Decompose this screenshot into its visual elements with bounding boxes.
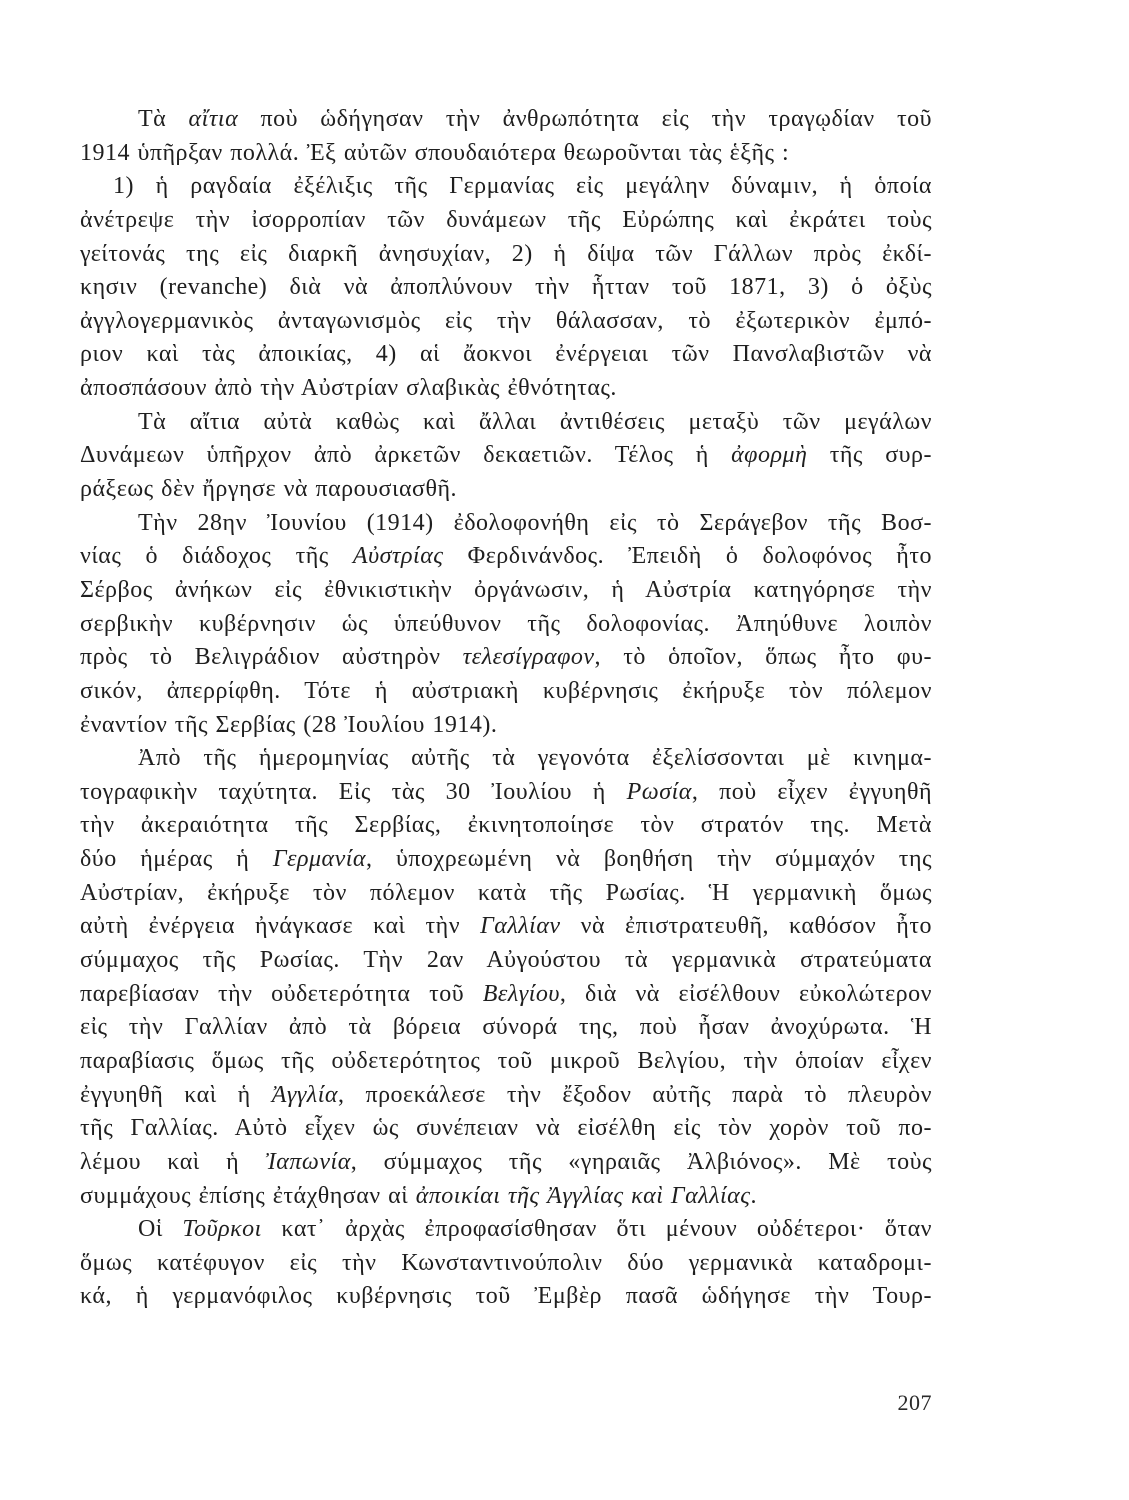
text-run: σικόν, ἀπερρίφθη. Τότε ἡ αὐστριακὴ κυβέρνησις ἐκήρυξε τὸν πόλεμον [80, 677, 932, 704]
text-line [80, 608, 932, 642]
paragraph [80, 406, 932, 507]
paragraph [80, 1213, 932, 1314]
text-line [80, 372, 932, 406]
italic-run: Ρωσία [626, 778, 692, 805]
text-run: ὅμως κατέφυγον εἰς τὴν Κωνσταντινούπολιν δύο γερμανικὰ καταδρομι- [80, 1249, 932, 1276]
text-run: Τὰ [138, 106, 189, 132]
text-run: Οἱ [138, 1216, 183, 1243]
paragraph [80, 170, 932, 405]
text-line [80, 1180, 932, 1214]
italic-run: Γερμανία [272, 846, 367, 873]
text-run: τῆς Γαλλίας. Αὐτὸ εἶχεν ὡς συνέπειαν νὰ εἰσέλθη εἰς τὸν χορὸν τοῦ πο- [80, 1115, 932, 1142]
text-line [80, 406, 932, 440]
text-line [80, 1079, 932, 1113]
text-run: παρεβίασαν τὴν οὐδετερότητα τοῦ [80, 980, 483, 1007]
text-run: Τὰ αἴτια αὐτὰ καθὼς καὶ ἄλλαι ἀντιθέσεις μεταξὺ τῶν μεγάλων [138, 408, 932, 435]
text-line [80, 574, 932, 608]
text-line [80, 271, 932, 305]
text-run: παραβίασις ὅμως τῆς οὐδετερότητος τοῦ μικροῦ Βελγίου, τὴν ὁποίαν εἶχεν [80, 1047, 932, 1074]
text-line [80, 944, 932, 978]
text-line [80, 877, 932, 911]
text-run: σύμμαχος τῆς Ρωσίας. Τὴν 2αν Αὐγούστου τὰ γερμανικὰ στρατεύματα [80, 947, 932, 974]
text-run: , ποὺ εἶχεν ἐγγυηθῆ [691, 778, 933, 805]
italic-run: Ἰαπωνία [265, 1148, 351, 1175]
text-run: Δυνάμεων ὑπῆρχον ἀπὸ ἀρκετῶν δεκαετιῶν. Τέλος ἡ [80, 442, 732, 469]
paragraph [80, 507, 932, 742]
text-line [80, 137, 932, 171]
text-run: ποὺ ὡδήγησαν τὴν ἀνθρωπότητα εἰς τὴν τραγῳδίαν τοῦ [238, 106, 932, 132]
text-run: κησιν (revanche) διὰ νὰ ἀποπλύνουν τὴν ἧτταν τοῦ 1871, 3) ὁ ὀξὺς [80, 274, 932, 301]
text-line [80, 238, 932, 272]
italic-run: Βελγίου [482, 980, 560, 1007]
text-line [80, 1045, 932, 1079]
text-line [80, 1247, 932, 1281]
text-run: , προεκάλεσε τὴν ἔξοδον αὐτῆς παρὰ τὸ πλευρὸν [337, 1081, 932, 1108]
italic-run: Αὐστρίας [352, 543, 444, 570]
text-line [80, 910, 932, 944]
text-run: 1914 ὑπῆρξαν πολλά. Ἐξ αὐτῶν σπουδαιότερα θεωροῦνται τὰς ἑξῆς : [80, 139, 790, 166]
text-line [80, 204, 932, 238]
text-line [80, 170, 932, 204]
text-line [80, 439, 932, 473]
text-line [80, 709, 932, 743]
text-run: ράξεως δὲν ἤργησε νὰ παρουσιασθῆ. [80, 476, 457, 503]
text-run: Φερδινάνδος. Ἐπειδὴ ὁ δολοφόνος ἦτο [443, 543, 932, 570]
text-line [80, 338, 932, 372]
text-line [80, 103, 932, 137]
text-run: ριον καὶ τὰς ἀποικίας, 4) αἱ ἄοκνοι ἐνέργειαι τῶν Πανσλαβιστῶν νὰ [80, 341, 932, 368]
text-line [80, 641, 932, 675]
text-run: , διὰ νὰ εἰσέλθουν εὐκολώτερον [559, 980, 932, 1007]
text-run: δύο ἡμέρας ἡ [80, 846, 273, 873]
text-run: ἐναντίον τῆς Σερβίας (28 Ἰουλίου 1914). [80, 711, 498, 738]
text-line [80, 305, 932, 339]
paragraph [80, 742, 932, 1213]
text-run: Αὐστρίαν, ἐκήρυξε τὸν πόλεμον κατὰ τῆς Ρωσίας. Ἡ γερμανικὴ ὅμως [80, 879, 932, 906]
italic-run: Ἀγγλία [271, 1081, 338, 1108]
text-run: , ὑποχρεωμένη νὰ βοηθήση τὴν σύμμαχόν της [366, 846, 932, 873]
text-line [80, 1011, 932, 1045]
italic-run: Τοῦρκοι [182, 1216, 262, 1243]
text-run: ἀνέτρεψε τὴν ἰσορροπίαν τῶν δυνάμεων τῆς Εὐρώπης καὶ ἐκράτει τοὺς [80, 206, 932, 233]
text-line [80, 1213, 932, 1247]
text-run: Σέρβος ἀνήκων εἰς ἐθνικιστικὴν ὀργάνωσιν, ἡ Αὐστρία κατηγόρησε τὴν [80, 576, 932, 603]
text-run: κατ᾽ ἀρχὰς ἐπροφασίσθησαν ὅτι μένουν οὐδέτεροι· ὅταν [261, 1216, 932, 1243]
text-run: 1) ἡ ραγδαία ἐξέλιξις τῆς Γερμανίας εἰς μεγάλην δύναμιν, ἡ ὁποία [113, 173, 932, 200]
italic-run: τελεσίγραφον [462, 644, 595, 671]
text-line [80, 809, 932, 843]
text-run: ἐγγυηθῆ καὶ ἡ [80, 1081, 272, 1108]
text-run: σερβικὴν κυβέρνησιν ὡς ὑπεύθυνον τῆς δολοφονίας. Ἀπηύθυνε λοιπὸν [80, 610, 932, 637]
text-run: τογραφικὴν ταχύτητα. Εἰς τὰς 30 Ἰουλίου ἡ [80, 778, 627, 805]
text-line [80, 1146, 932, 1180]
text-run: νίας ὁ διάδοχος τῆς [80, 543, 353, 570]
text-run: εἰς τὴν Γαλλίαν ἀπὸ τὰ βόρεια σύνορά της, ποὺ ἦσαν ἀνοχύρωτα. Ἡ [80, 1014, 932, 1041]
text-run: γείτονάς της εἰς διαρκῆ ἀνησυχίαν, 2) ἡ δίψα τῶν Γάλλων πρὸς ἐκδί- [80, 240, 932, 267]
text-run: τῆς συρ- [807, 442, 932, 469]
paragraph [80, 103, 932, 170]
text-line [80, 473, 932, 507]
text-run: , σύμμαχος τῆς «γηραιᾶς Ἀλβιόνος». Μὲ τοὺς [350, 1148, 932, 1175]
text-line [80, 675, 932, 709]
text-run: τὴν ἀκεραιότητα τῆς Σερβίας, ἐκινητοποίησε τὸν στρατόν της. Μετὰ [80, 812, 932, 839]
text-run: , τὸ ὁποῖον, ὅπως ἦτο φυ- [594, 644, 932, 671]
text-line [80, 978, 932, 1012]
text-line [80, 507, 932, 541]
italic-run: ἀποικίαι τῆς Ἀγγλίας καὶ Γαλλίας [415, 1182, 751, 1209]
text-line [80, 843, 932, 877]
text-run: νὰ ἐπιστρατευθῆ, καθόσον ἦτο [560, 913, 932, 940]
text-run: συμμάχους ἐπίσης ἐτάχθησαν αἱ [80, 1182, 416, 1209]
text-line [80, 540, 932, 574]
text-line [80, 1280, 932, 1314]
text-run: ἀποσπάσουν ἀπὸ τὴν Αὐστρίαν σλαβικὰς ἐθνότητας. [80, 375, 617, 402]
text-line [80, 776, 932, 810]
text-run: κά, ἡ γερμανόφιλος κυβέρνησις τοῦ Ἐμβὲρ πασᾶ ὡδήγησε τὴν Τουρ- [80, 1283, 932, 1310]
page-number: 207 [897, 1390, 932, 1415]
text-line [80, 1112, 932, 1146]
text-run: Τὴν 28ην Ἰουνίου (1914) ἐδολοφονήθη εἰς τὸ Σεράγεβον τῆς Βοσ- [138, 509, 932, 536]
text-run: λέμου καὶ ἡ [80, 1148, 266, 1175]
italic-run: Γαλλίαν [480, 913, 561, 940]
text-run: ἀγγλογερμανικὸς ἀνταγωνισμὸς εἰς τὴν θάλασσαν, τὸ ἐξωτερικὸν ἐμπό- [80, 307, 932, 334]
text-run: αὐτὴ ἐνέργεια ἠνάγκασε καὶ τὴν [80, 913, 481, 940]
text-run: πρὸς τὸ Βελιγράδιον αὐστηρὸν [80, 644, 463, 671]
text-body [80, 103, 932, 1314]
italic-run: αἴτια [188, 106, 239, 132]
text-run: Ἀπὸ τῆς ἡμερομηνίας αὐτῆς τὰ γεγονότα ἐξελίσσονται μὲ κινημα- [138, 745, 932, 772]
text-line [80, 742, 932, 776]
italic-run: ἀφορμὴ [731, 442, 808, 469]
text-run: . [750, 1182, 757, 1209]
